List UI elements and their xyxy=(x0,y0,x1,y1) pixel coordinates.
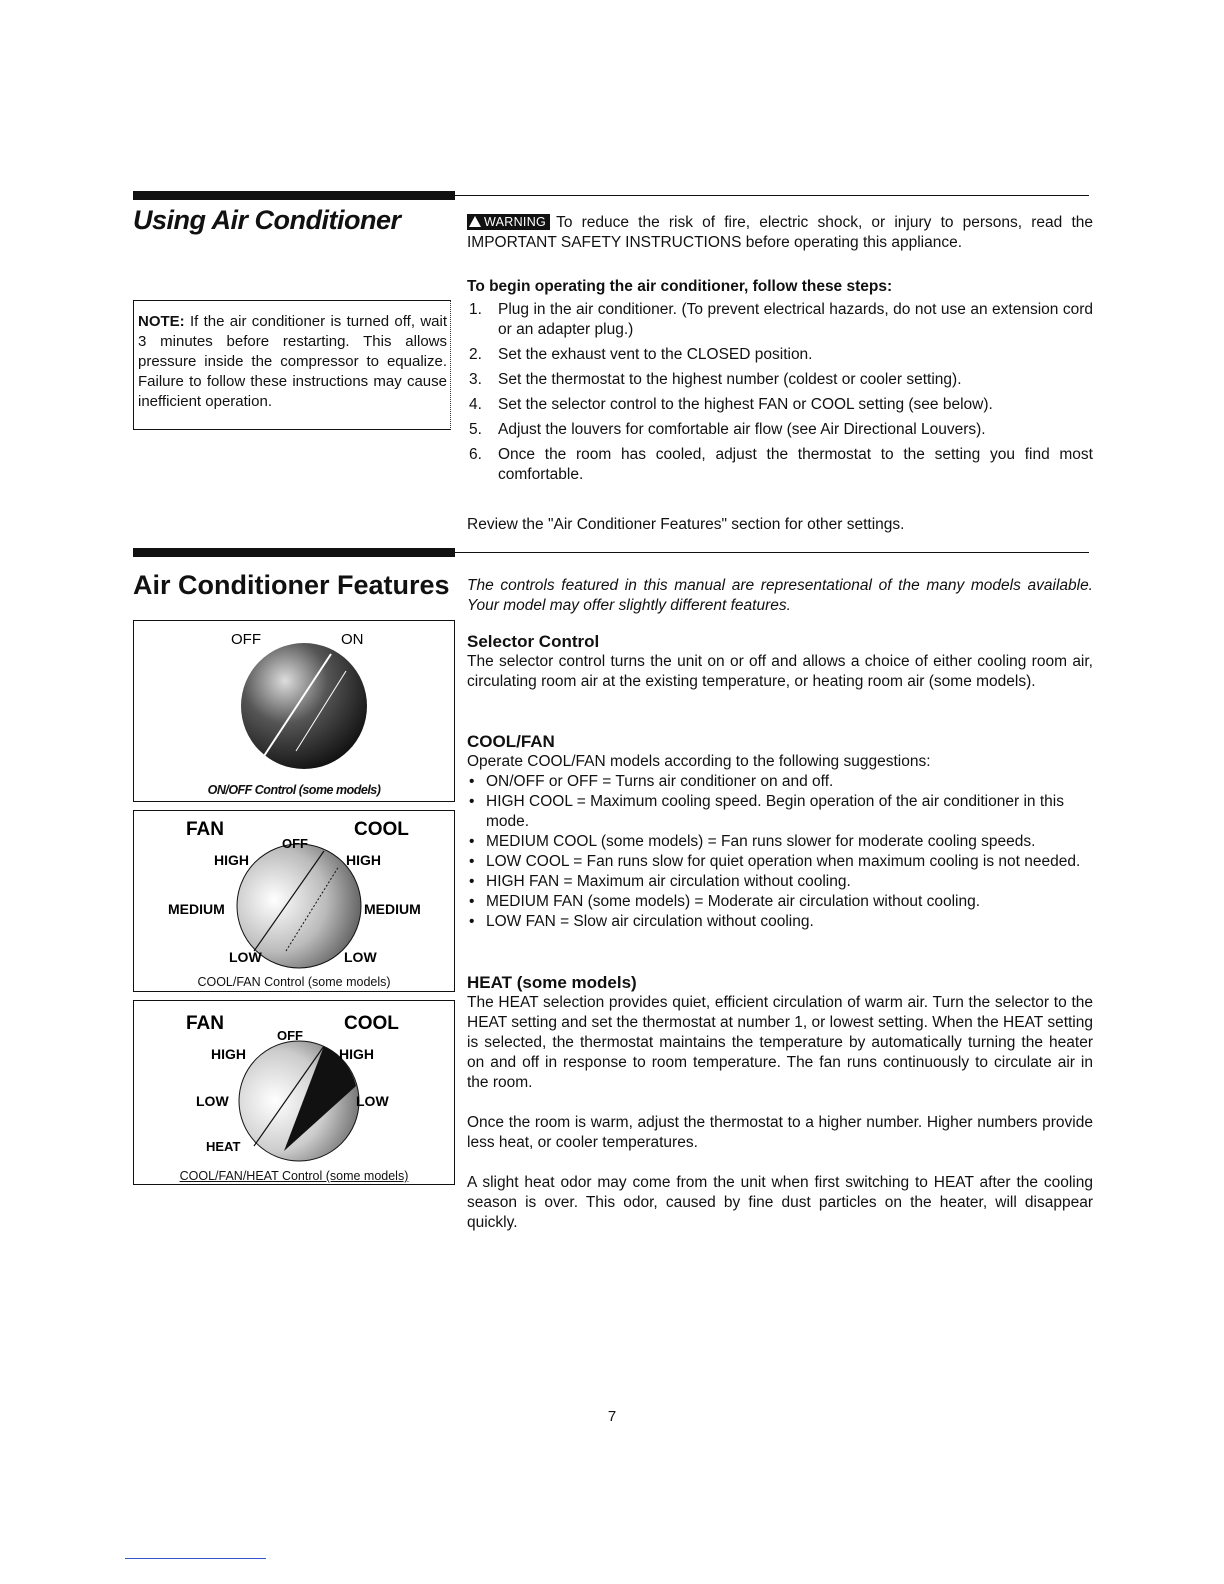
review-text: Review the "Air Conditioner Features" section for other settings. xyxy=(467,516,905,533)
selector-heading: Selector Control xyxy=(467,632,600,651)
step-text: Once the room has cooled, adjust the thermostat to the setting you find most comfortable. xyxy=(498,446,1093,483)
coolfanheat-dial-diagram xyxy=(134,1001,454,1185)
list-item: • LOW FAN = Slow air circulation without cooling. xyxy=(467,912,1093,932)
label-fan: FAN xyxy=(186,1013,224,1034)
onoff-caption: ON/OFF Control (some models) xyxy=(207,783,381,797)
label-off: OFF xyxy=(277,1028,303,1043)
features-intro xyxy=(467,576,1093,616)
coolfan-section xyxy=(467,732,1093,932)
coolfan-heading: COOL/FAN xyxy=(467,732,555,751)
label-cool: COOL xyxy=(354,819,409,840)
label-low-cool: LOW xyxy=(344,949,377,965)
coolfan-intro: Operate COOL/FAN models according to the following suggestions: xyxy=(467,753,931,770)
selector-text: The selector control turns the unit on or off and allows a choice of either cooling room air, circulating room air at the existing temperature, or heating room air (some models). xyxy=(467,653,1093,690)
list-item: • HIGH COOL = Maximum cooling speed. Begin operation of the air conditioner in this mode. xyxy=(467,792,1093,832)
step-number: 6. xyxy=(469,446,482,463)
label-off: OFF xyxy=(231,631,261,648)
note-box xyxy=(133,300,451,430)
list-item: • HIGH FAN = Maximum air circulation without cooling. xyxy=(467,872,1093,892)
coolfan-bullets xyxy=(467,772,1093,932)
label-fan: FAN xyxy=(186,819,224,840)
coolfan-caption: COOL/FAN Control (some models) xyxy=(197,975,391,989)
step-number: 5. xyxy=(469,421,482,438)
label-high-fan: HIGH xyxy=(211,1046,246,1062)
warning-text: To reduce the risk of fire, electric shock, or injury to persons, read the IMPORTANT SAFETY INSTRUCTIONS before operating this appliance. xyxy=(467,214,1093,251)
warning-badge-label: WARNING xyxy=(484,215,547,229)
footnote-rule xyxy=(125,1558,266,1559)
steps-block xyxy=(467,277,1093,490)
section-title-features: Air Conditioner Features xyxy=(133,570,450,600)
list-item xyxy=(467,420,1093,440)
coolfanheat-control-panel xyxy=(133,1000,455,1185)
warning-block xyxy=(467,213,1093,253)
label-medium-cool: MEDIUM xyxy=(364,901,421,917)
step-number: 1. xyxy=(469,301,482,318)
heat-paragraph-2: Once the room is warm, adjust the thermostat to a higher number. Higher numbers provide less heat, or cooler temperatures. xyxy=(467,1114,1093,1151)
label-low-fan: LOW xyxy=(196,1093,229,1109)
list-item xyxy=(467,345,1093,365)
note-text: If the air conditioner is turned off, wait 3 minutes before restarting. This allows pressure inside the compressor to equalize. Failure to follow these instructions may cause inefficient operation. xyxy=(138,313,447,410)
steps-heading: To begin operating the air conditioner, follow these steps: xyxy=(467,278,893,295)
list-item xyxy=(467,445,1093,485)
onoff-dial-diagram xyxy=(134,621,454,801)
list-item xyxy=(467,395,1093,415)
label-low-fan: LOW xyxy=(229,949,262,965)
heat-section xyxy=(467,973,1093,1233)
step-text: Set the thermostat to the highest number (coldest or cooler setting). xyxy=(498,371,962,388)
dial-knob xyxy=(241,643,367,769)
heat-heading: HEAT (some models) xyxy=(467,973,637,992)
coolfan-dial-diagram xyxy=(134,811,454,991)
list-item: • LOW COOL = Fan runs slow for quiet operation when maximum cooling is not needed. xyxy=(467,852,1093,872)
coolfanheat-caption: COOL/FAN/HEAT Control (some models) xyxy=(179,1169,409,1183)
list-item xyxy=(467,370,1093,390)
label-high-cool: HIGH xyxy=(339,1046,374,1062)
step-number: 3. xyxy=(469,371,482,388)
label-cool: COOL xyxy=(344,1013,399,1034)
label-heat: HEAT xyxy=(206,1139,241,1154)
section-rule-thin xyxy=(455,552,1089,553)
page-number: 7 xyxy=(607,1408,617,1425)
coolfan-control-panel xyxy=(133,810,455,992)
label-low-cool: LOW xyxy=(356,1093,389,1109)
step-text: Adjust the louvers for comfortable air flow (see Air Directional Louvers). xyxy=(498,421,986,438)
onoff-control-panel xyxy=(133,620,455,802)
section-title-using: Using Air Conditioner xyxy=(133,205,401,235)
label-off: OFF xyxy=(282,836,308,851)
section-rule-thin xyxy=(455,195,1089,196)
label-medium-fan: MEDIUM xyxy=(168,901,225,917)
selector-section xyxy=(467,632,1093,692)
label-high-cool: HIGH xyxy=(346,852,381,868)
list-item: • MEDIUM COOL (some models) = Fan runs slower for moderate cooling speeds. xyxy=(467,832,1093,852)
note-label: NOTE: xyxy=(138,313,185,330)
warning-badge xyxy=(467,214,550,230)
heat-paragraph-3: A slight heat odor may come from the unit when first switching to HEAT after the cooling season is over. This odor, caused by fine dust particles on the heater, will disappear quickly. xyxy=(467,1174,1093,1231)
list-item: • MEDIUM FAN (some models) = Moderate air circulation without cooling. xyxy=(467,892,1093,912)
step-text: Set the selector control to the highest FAN or COOL setting (see below). xyxy=(498,396,993,413)
steps-list xyxy=(467,300,1093,485)
step-text: Set the exhaust vent to the CLOSED position. xyxy=(498,346,813,363)
heat-paragraph-1: The HEAT selection provides quiet, efficient circulation of warm air. Turn the selector to the HEAT setting and set the thermostat at number 1, or lowest setting. When the HEAT setting is selected, the thermostat maintains the temperature by automatically turning the heater on and off in response to room temperature. The fan runs continuously to circulate air in the room. xyxy=(467,994,1093,1091)
intro-text: The controls featured in this manual are representational of the many models available. Your model may offer slightly different features. xyxy=(467,577,1093,614)
list-item xyxy=(467,300,1093,340)
list-item: • ON/OFF or OFF = Turns air conditioner on and off. xyxy=(467,772,1093,792)
warning-triangle-icon xyxy=(469,216,481,227)
section-rule-thick xyxy=(133,548,455,557)
section-rule-thick xyxy=(133,191,455,200)
step-number: 2. xyxy=(469,346,482,363)
label-on: ON xyxy=(341,631,364,648)
review-block xyxy=(467,515,1093,535)
step-text: Plug in the air conditioner. (To prevent electrical hazards, do not use an extension cord or an adapter plug.) xyxy=(498,301,1093,338)
step-number: 4. xyxy=(469,396,482,413)
label-high-fan: HIGH xyxy=(214,852,249,868)
